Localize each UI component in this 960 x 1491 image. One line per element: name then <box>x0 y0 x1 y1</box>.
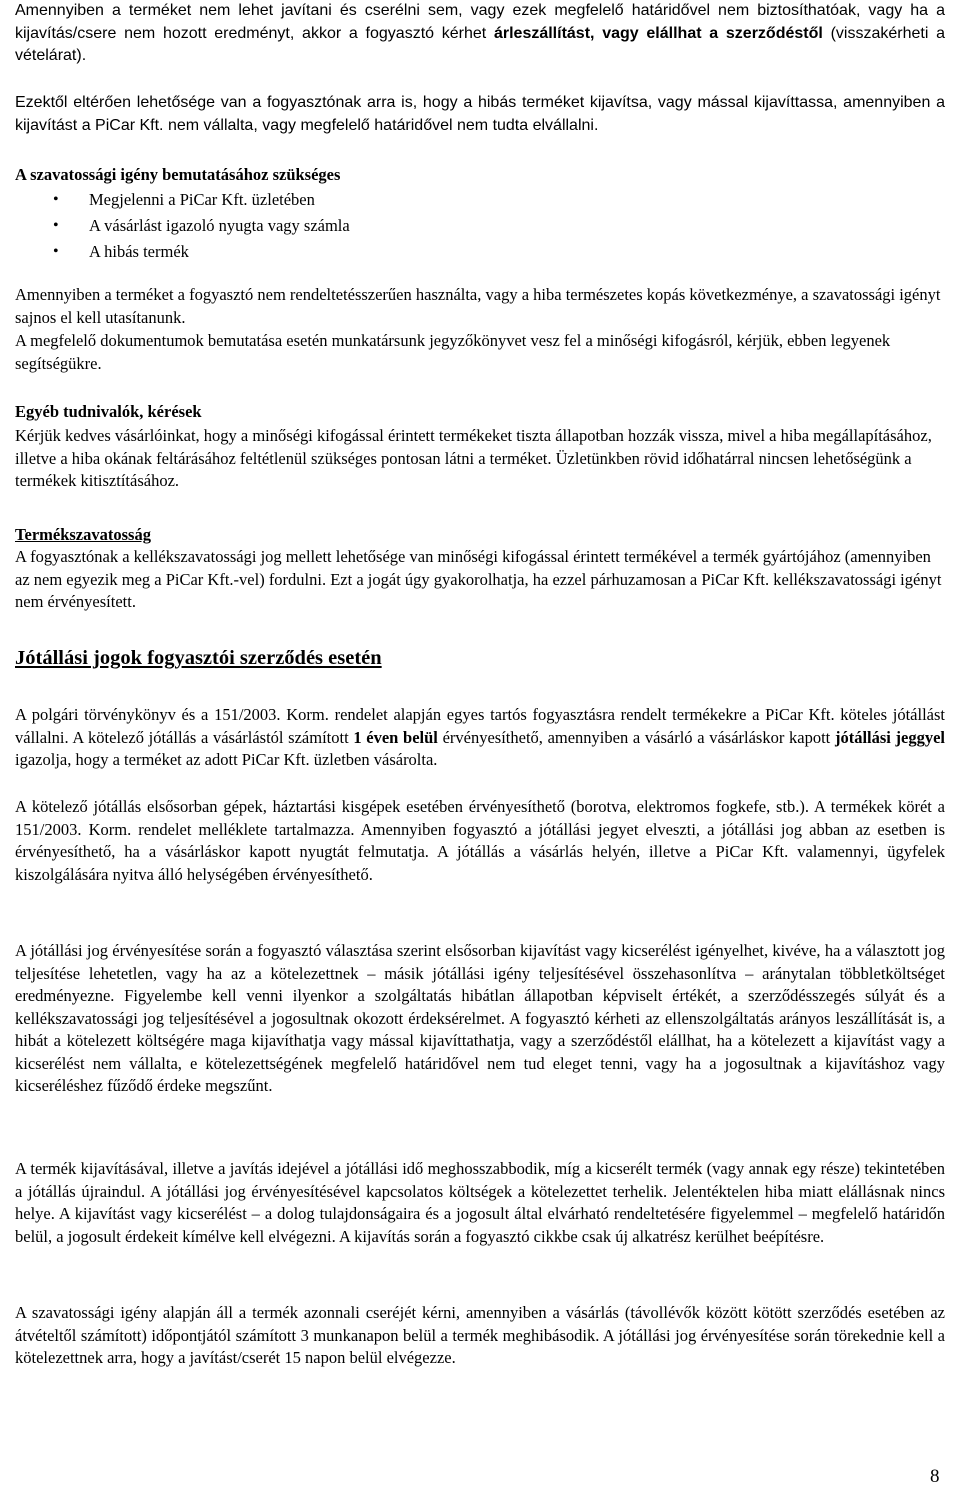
list-item: • Megjelenni a PiCar Kft. üzletében <box>15 187 945 213</box>
guarantee-paragraph-2: A kötelező jótállás elsősorban gépek, háztartási kisgépek esetében érvényesíthető (borotva, elektromos fogkefe, stb.). A termékek körét a 151/2003. Korm. rendelet melléklete tartalmazza. Amennyiben fogyasztó a jótállási jegyet elveszti, a jótállási jog abban az esetben is érvényesíthető, ha a vásárláskor kapott nyugtát felmutatja. A jótállás a vásárlás helyén, illetve a PiCar Kft. valamennyi, ügyfelek kiszolgálására nyitva álló helységében érvényesíthető. <box>15 797 945 884</box>
warranty-claim-list <box>15 187 945 265</box>
documents-paragraph: A megfelelő dokumentumok bemutatása esetén munkatársunk jegyzőkönyvet vesz fel a minőségi kifogásról, kérjük, ebben legyenek segítségükre. <box>15 331 891 373</box>
guarantee-paragraph-1: A polgári törvénykönyv és a 151/2003. Korm. rendelet alapján egyes tartós fogyasztásra rendelt termékekre a PiCar Kft. köteles jótállást vállalni. A kötelező jótállás a vásárlástól számított 1 éven belül érvényesíthető, amennyiben a vásárló a vásárláskor kapott jótállási jeggyel igazolja, hogy a terméket az adott PiCar Kft. üzletben vásárolta. <box>15 705 946 769</box>
intro-paragraph-1: Amennyiben a terméket nem lehet javítani és cserélni sem, vagy ezek megfelelő határidővel nem biztosíthatóak, vagy ha a kijavítás/csere nem hozott eredményt, akkor a fogyasztó kérhet árleszállítást, vagy elállhat a szerződéstől (visszakérheti a vételárat). <box>15 2 945 64</box>
product-warranty-heading: Termékszavatosság <box>15 525 151 544</box>
list-item: • A hibás termék <box>15 239 945 265</box>
other-info-heading: Egyéb tudnivalók, kérések <box>15 402 202 421</box>
product-warranty-paragraph: A fogyasztónak a kellékszavatossági jog mellett lehetősége van minőségi kifogással érintett termékével a termék gyártójához (amennyiben az nem egyezik meg a PiCar Kft.-vel) fordulni. Ezt a jogát úgy gyakorolhatja, ha ezzel párhuzamosan a PiCar Kft. kellékszavatossági igényt nem érvényesített. <box>15 547 942 611</box>
misuse-paragraph: Amennyiben a terméket a fogyasztó nem rendeltetésszerűen használta, vagy a hiba természetes kopás következménye, a szavatossági igényt sajnos el kell utasítanunk. <box>15 285 941 327</box>
guarantee-title: Jótállási jogok fogyasztói szerződés esetén <box>15 647 382 669</box>
warranty-claim-heading: A szavatossági igény bemutatásához szükséges <box>15 165 341 184</box>
intro-paragraph-2: Ezektől eltérően lehetősége van a fogyasztónak arra is, hogy a hibás terméket kijavítsa, vagy mással kijavíttassa, amennyiben a kijavítást a PiCar Kft. nem vállalta, vagy megfelelő határidővel nem tudta elvállalni. <box>15 94 945 134</box>
page-number: 8 <box>930 1466 940 1487</box>
list-item: • A vásárlást igazoló nyugta vagy számla <box>15 213 945 239</box>
other-info-paragraph: Kérjük kedves vásárlóinkat, hogy a minőségi kifogással érintett termékeket tiszta állapotban hozzák vissza, mivel a hiba megállapításához, illetve a hiba okának feltárásához feltétlenül szükséges pontosan látni a terméket. Üzletünkben rövid időhatárral nincsen lehetőségünk a termékek kitisztításához. <box>15 426 932 490</box>
guarantee-paragraph-5: A szavatossági igény alapján áll a termék azonnali cseréjét kérni, amennyiben a vásárlás (távollévők között kötött szerződés esetében az átvételtől számított) időpontjától számított 3 munkanapon belül a termék meghibásodik. A jótállási jog érvényesítése során törekednie kell a kötelezettnek arra, hogy a javítást/cserét 15 napon belül elvégezze. <box>15 1303 945 1367</box>
guarantee-paragraph-3: A jótállási jog érvényesítése során a fogyasztó választása szerint elsősorban kijavítást vagy kicserélést igényelhet, kivéve, ha a választott jog teljesítése lehetetlen, vagy ha az a kötelezettnek – másik jótállási igény teljesítésével összehasonlítva – aránytalan többletköltséget eredményezne. Figyelembe kell venni ilyenkor a szolgáltatás hibátlan állapotban képviselt értékét, a szerződésszegés súlyát és a kellékszavatossági jog teljesítésével a jogosultnak okozott érdeksérelmet. A fogyasztó kérheti az ellenszolgáltatás arányos leszállítását is, a hibát a kötelezett költségére maga kijavíthatja vagy mással kijavíttathatja, vagy a szerződéstől elállhat, ha a kötelezett a kijavítást vagy a kicserélést nem vállalta, e kötelezettségének megfelelő határidővel nem tud eleget tenni, vagy ha a jogosultnak a kijavításhoz vagy kicseréléshez fűződő érdeke megszűnt. <box>15 941 945 1095</box>
guarantee-paragraph-4: A termék kijavításával, illetve a javítás idejével a jótállási idő meghosszabbodik, míg a kicserélt termék (vagy annak egy része) tekintetében a jótállás újraindul. A jótállási jog érvényesítésével kapcsolatos költségek a kötelezettet terhelik. Jelentéktelen hiba miatt elállásnak nincs helye. A kijavítást vagy kicserélést – a dolog tulajdonságaira és a jogosult által elvárható rendeltetésére figyelemmel – megfelelő határidőn belül, a jogosult érdekeit kímélve kell elvégezni. A kijavítás során a fogyasztó cikkbe csak új alkatrész kerülhet beépítésre. <box>15 1159 945 1246</box>
intro-bold-remedy: árleszállítást, vagy elállhat a szerződéstől <box>493 24 823 42</box>
